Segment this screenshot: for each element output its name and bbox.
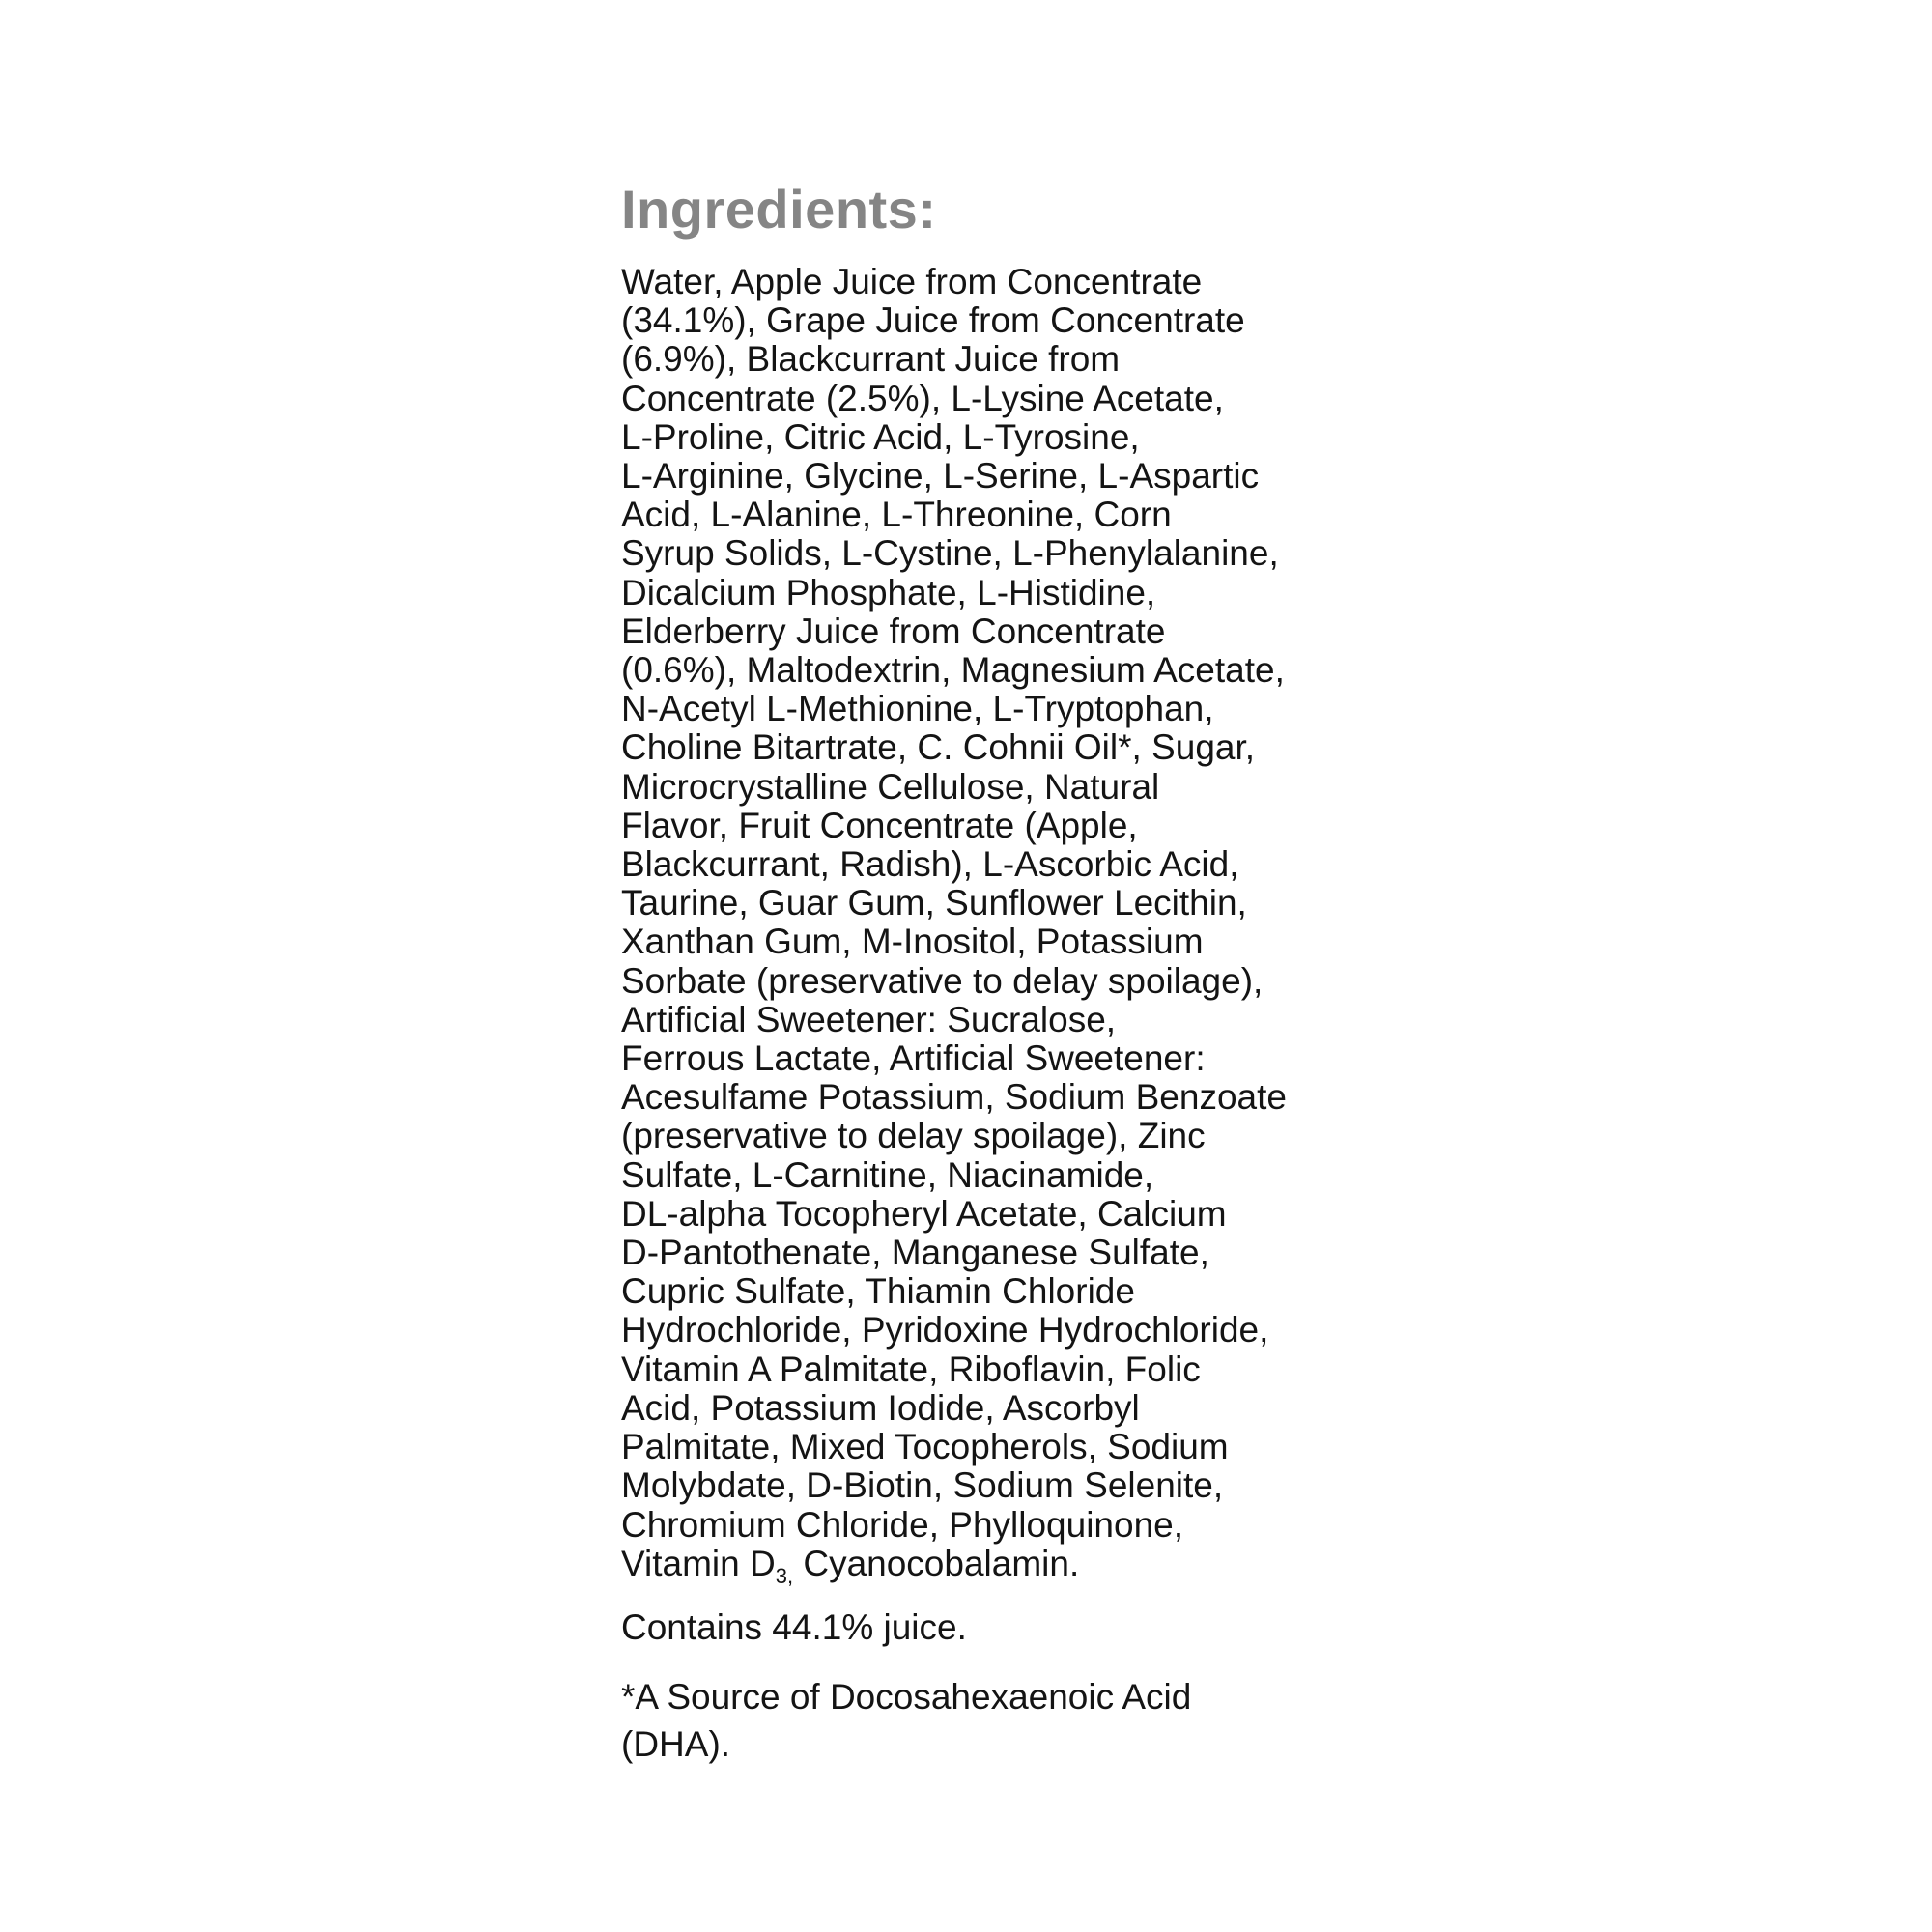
ingredients-line: Elderberry Juice from Concentrate <box>621 611 1166 651</box>
ingredients-line: (0.6%), Maltodextrin, Magnesium Acetate, <box>621 650 1285 691</box>
ingredients-line: L-Proline, Citric Acid, L-Tyrosine, <box>621 416 1140 457</box>
juice-content-statement: Contains 44.1% juice. <box>621 1606 967 1647</box>
ingredients-line: Sorbate (preservative to delay spoilage), <box>621 960 1264 1001</box>
ingredients-line: Concentrate (2.5%), L-Lysine Acetate, <box>621 378 1224 418</box>
ingredients-line: Artificial Sweetener: Sucralose, <box>621 999 1117 1039</box>
ingredients-line: Dicalcium Phosphate, L-Histidine, <box>621 572 1156 612</box>
ingredients-heading: Ingredients: <box>621 179 937 240</box>
cyanocobalamin-text: Cyanocobalamin. <box>793 1543 1080 1583</box>
ingredients-line: N-Acetyl L-Methionine, L-Tryptophan, <box>621 689 1214 729</box>
ingredients-line: DL-alpha Tocopheryl Acetate, Calcium <box>621 1193 1227 1234</box>
ingredients-line: Sulfate, L-Carnitine, Niacinamide, <box>621 1154 1154 1195</box>
footnote-line: (DHA). <box>621 1724 731 1765</box>
dha-footnote <box>621 1673 1375 1768</box>
ingredients-line: Acid, Potassium Iodide, Ascorbyl <box>621 1387 1140 1428</box>
ingredients-last-line <box>621 1543 1375 1588</box>
ingredients-line: (preservative to delay spoilage), Zinc <box>621 1116 1206 1156</box>
ingredients-line: L-Arginine, Glycine, L-Serine, L-Aspartic <box>621 456 1260 497</box>
ingredients-line: Hydrochloride, Pyridoxine Hydrochloride, <box>621 1310 1269 1350</box>
ingredients-line: (34.1%), Grape Juice from Concentrate <box>621 300 1245 341</box>
ingredients-line: Ferrous Lactate, Artificial Sweetener: <box>621 1038 1206 1079</box>
ingredients-line: Microcrystalline Cellulose, Natural <box>621 766 1160 807</box>
ingredients-line: Syrup Solids, L-Cystine, L-Phenylalanine, <box>621 533 1279 574</box>
ingredients-list <box>621 262 1375 1588</box>
ingredients-line: Flavor, Fruit Concentrate (Apple, <box>621 805 1138 845</box>
ingredients-line: Cupric Sulfate, Thiamin Chloride <box>621 1271 1135 1312</box>
ingredients-line: (6.9%), Blackcurrant Juice from <box>621 339 1121 380</box>
vitamin-d-subscript: 3, <box>775 1563 794 1588</box>
vitamin-d-text: Vitamin D <box>621 1543 776 1583</box>
ingredients-line: Palmitate, Mixed Tocopherols, Sodium <box>621 1427 1229 1467</box>
ingredients-panel <box>621 176 1375 1768</box>
ingredients-line: D-Pantothenate, Manganese Sulfate, <box>621 1233 1209 1273</box>
footnote-line: *A Source of Docosahexaenoic Acid <box>621 1677 1192 1718</box>
ingredients-line: Chromium Chloride, Phylloquinone, <box>621 1504 1184 1545</box>
ingredients-line: Choline Bitartrate, C. Cohnii Oil*, Sugar, <box>621 727 1256 768</box>
ingredients-line: Vitamin A Palmitate, Riboflavin, Folic <box>621 1349 1201 1389</box>
ingredients-line: Water, Apple Juice from Concentrate <box>621 262 1203 301</box>
ingredients-line: Molybdate, D-Biotin, Sodium Selenite, <box>621 1465 1224 1506</box>
ingredients-line: Xanthan Gum, M-Inositol, Potassium <box>621 922 1204 962</box>
ingredients-line: Acesulfame Potassium, Sodium Benzoate <box>621 1077 1287 1118</box>
ingredients-line: Blackcurrant, Radish), L-Ascorbic Acid, <box>621 844 1239 885</box>
ingredients-line: Acid, L-Alanine, L-Threonine, Corn <box>621 495 1172 535</box>
ingredients-line: Taurine, Guar Gum, Sunflower Lecithin, <box>621 883 1247 923</box>
